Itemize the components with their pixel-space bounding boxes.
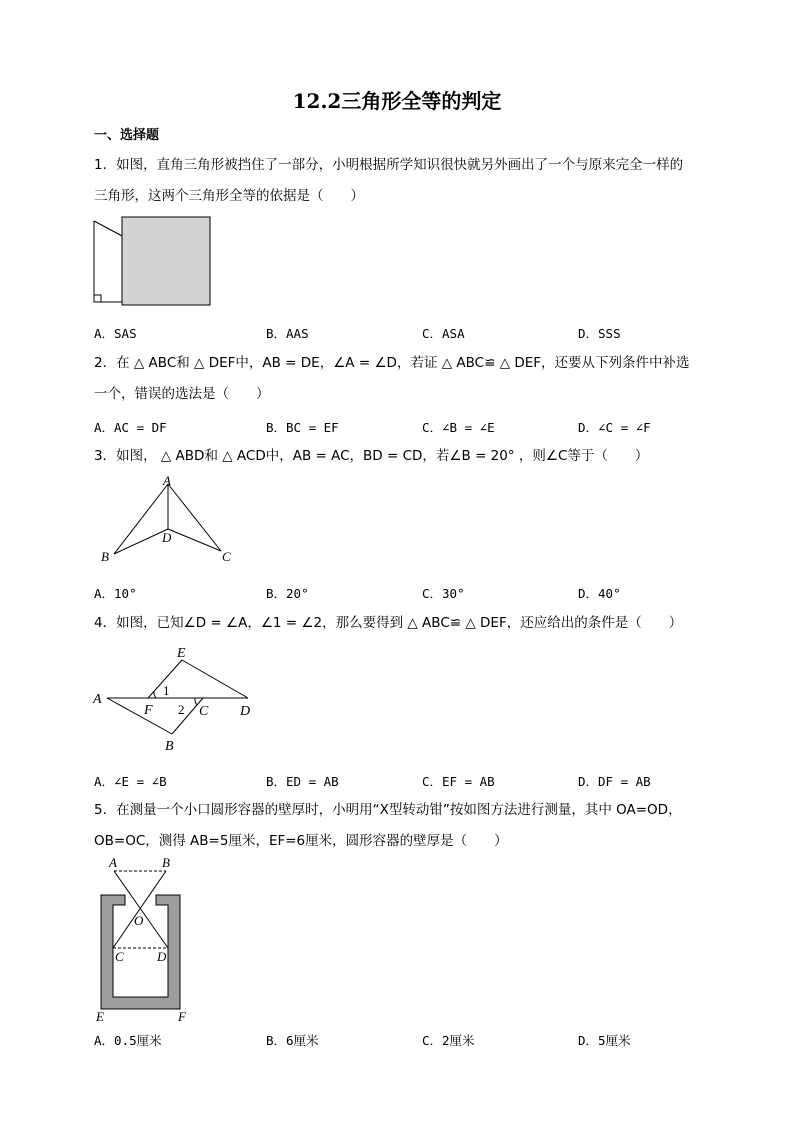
fig3-label-d: D [162, 530, 172, 545]
question-3-option-c[interactable]: C．30° [422, 586, 465, 601]
question-5-option-a[interactable]: A．0.5厘米 [94, 1033, 162, 1048]
fig4-label-e: E [177, 646, 186, 661]
fig5-label-a: A [109, 855, 117, 870]
section-heading: 一、选择题 [94, 128, 160, 143]
question-5-figure [90, 853, 200, 1025]
question-1-line-1: 1．如图，直角三角形被挡住了一部分，小明根据所学知识很快就另外画出了一个与原来完全一样的 [94, 157, 684, 173]
question-1-figure [92, 215, 214, 311]
question-4-option-b[interactable]: B．ED = AB [266, 774, 339, 789]
question-1-option-d[interactable]: D．SSS [578, 326, 621, 341]
question-2-option-b[interactable]: B．BC = EF [266, 420, 339, 435]
fig3-label-a: A [163, 474, 171, 488]
fig4-label-f: F [144, 703, 153, 718]
question-3-option-d[interactable]: D．40° [578, 586, 621, 601]
question-5-option-c[interactable]: C．2厘米 [422, 1033, 475, 1048]
question-5-line-1: 5．在测量一个小口圆形容器的壁厚时，小明用“X型转动钳”按如图方法进行测量，其中 OA=OD， [94, 802, 682, 818]
question-4-line-1: 4．如图，已知∠D = ∠A，∠1 = ∠2，那么要得到 △ ABC≌ △ DEF，还应给出的条件是（ ） [94, 615, 683, 631]
question-1-line-2: 三角形，这两个三角形全等的依据是（ ） [94, 188, 364, 204]
fig4-label-d: D [240, 704, 251, 719]
question-4-option-d[interactable]: D．DF = AB [578, 774, 651, 789]
question-2-option-c[interactable]: C．∠B = ∠E [422, 420, 495, 435]
question-4-figure [90, 640, 262, 760]
fig4-label-b: B [165, 739, 174, 754]
fig5-label-d: D [157, 949, 167, 964]
fig3-label-c: C [222, 549, 231, 564]
fig5-label-o: O [134, 913, 144, 928]
question-4-option-c[interactable]: C．EF = AB [422, 774, 495, 789]
question-5-option-b[interactable]: B．6厘米 [266, 1033, 319, 1048]
question-3-option-b[interactable]: B．20° [266, 586, 309, 601]
fig5-label-f: F [178, 1009, 186, 1024]
fig5-label-c: C [115, 949, 124, 964]
question-5-option-d[interactable]: D．5厘米 [578, 1033, 631, 1048]
question-5-line-2: OB=OC，测得 AB=5厘米，EF=6厘米，圆形容器的壁厚是（ ） [94, 833, 508, 849]
question-1-option-a[interactable]: A．SAS [94, 326, 137, 341]
question-4-option-a[interactable]: A．∠E = ∠B [94, 774, 167, 789]
question-2-line-1: 2．在 △ ABC和 △ DEF中，AB = DE，∠A = ∠D，若证 △ ABC≌ △ DEF，还要从下列条件中补选 [94, 355, 690, 371]
question-1-option-c[interactable]: C．ASA [422, 326, 465, 341]
question-3-option-a[interactable]: A．10° [94, 586, 137, 601]
question-1-option-b[interactable]: B．AAS [266, 326, 309, 341]
fig4-label-a: A [93, 692, 102, 707]
fig4-label-c: C [199, 704, 209, 719]
question-2-line-2: 一个，错误的选法是（ ） [94, 386, 270, 402]
fig5-label-e: E [96, 1009, 104, 1024]
question-3-line-1: 3．如图， △ ABD和 △ ACD中，AB = AC，BD = CD，若∠B = 20° ，则∠C等于（ ） [94, 448, 649, 464]
question-2-option-d[interactable]: D．∠C = ∠F [578, 420, 651, 435]
question-2-option-a[interactable]: A．AC = DF [94, 420, 167, 435]
fig5-label-b: B [162, 855, 170, 870]
fig4-label-2: 2 [178, 702, 185, 717]
page-title: 12.2三角形全等的判定 [292, 89, 502, 113]
question-3-figure [96, 474, 246, 568]
fig4-label-1: 1 [163, 683, 170, 698]
fig3-label-b: B [101, 549, 109, 564]
